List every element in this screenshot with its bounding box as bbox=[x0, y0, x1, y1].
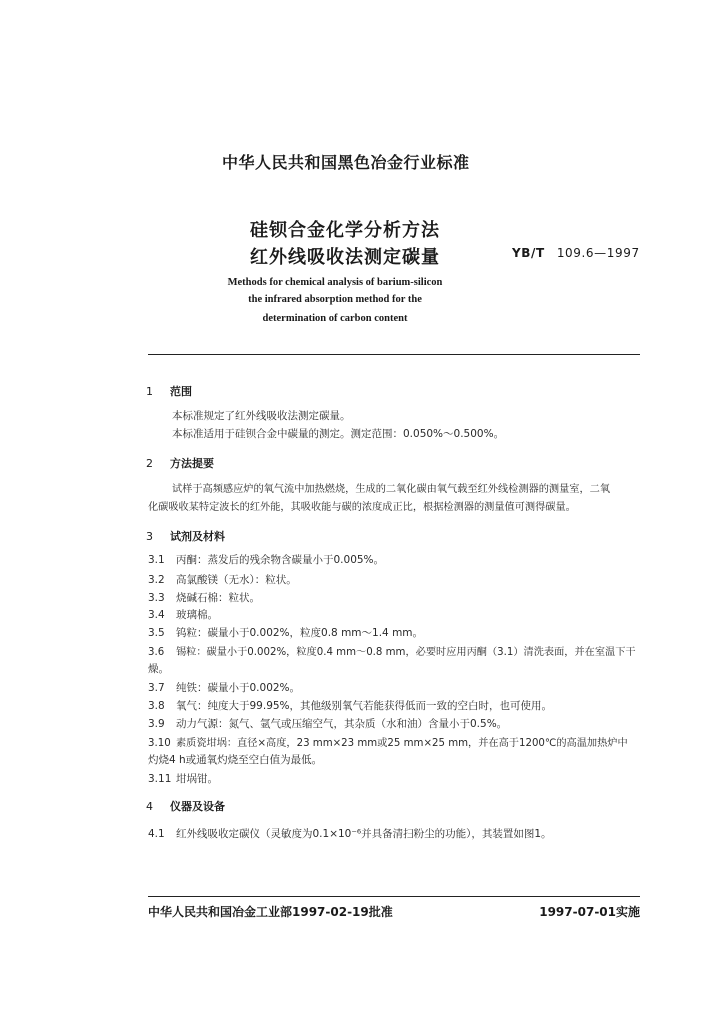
section-1-heading bbox=[146, 383, 192, 399]
list-item-continuation: 灼烧4 h或通氧灼烧至空白值为最低。 bbox=[148, 754, 323, 766]
item-text: 丙酮：蒸发后的残余物含碳量小于0.005%。 bbox=[176, 554, 385, 566]
list-item bbox=[148, 698, 552, 713]
section-3-heading bbox=[146, 528, 225, 544]
standard-series-title: 中华人民共和国黑色冶金行业标准 bbox=[222, 153, 470, 172]
list-item bbox=[148, 734, 628, 749]
section-4-number: 4 bbox=[146, 800, 153, 813]
item-text: 红外线吸收定碳仪（灵敏度为0.1×10⁻⁶并具备清扫粉尘的功能），其装置如图1。 bbox=[176, 828, 552, 840]
item-number: 3.6 bbox=[148, 647, 165, 658]
section-4-title: 仪器及设备 bbox=[170, 800, 225, 813]
item-text: 钨粒：碳量小于0.002%，粒度0.8 mm～1.4 mm。 bbox=[176, 627, 424, 639]
list-item bbox=[148, 590, 260, 605]
list-item bbox=[148, 643, 636, 658]
item-number: 3.1 bbox=[148, 554, 165, 566]
item-text: 锡粒：碳量小于0.002%，粒度0.4 mm～0.8 mm，必要时应用丙酮（3.1）清洗表面，并在室温下干 bbox=[176, 647, 636, 658]
item-text: 动力气源：氮气、氩气或压缩空气，其杂质（水和油）含量小于0.5%。 bbox=[176, 718, 508, 730]
item-number: 3.3 bbox=[148, 592, 165, 604]
item-number: 3.8 bbox=[148, 700, 165, 712]
section-2-heading bbox=[146, 455, 214, 471]
section-2-paragraph-line-1: 试样于高频感应炉的氧气流中加热燃烧，生成的二氧化碳由氧气载至红外线检测器的测量室，二氧 bbox=[172, 484, 611, 495]
section-2-number: 2 bbox=[146, 457, 153, 470]
item-number: 3.4 bbox=[148, 609, 165, 621]
item-text: 素质瓷坩埚：直径×高度，23 mm×23 mm或25 mm×25 mm，并在高于1200℃的高温加热炉中 bbox=[176, 738, 628, 749]
section-3-title: 试剂及材料 bbox=[170, 530, 225, 543]
section-1-paragraph-2: 本标准适用于硅钡合金中碳量的测定。测定范围：0.050%～0.500%。 bbox=[172, 428, 505, 440]
footer-divider bbox=[148, 896, 640, 897]
item-number: 3.7 bbox=[148, 682, 165, 694]
item-number: 3.2 bbox=[148, 574, 165, 586]
list-item bbox=[148, 572, 297, 587]
list-item bbox=[148, 607, 218, 622]
section-2-title: 方法提要 bbox=[170, 457, 214, 470]
list-item bbox=[148, 716, 507, 731]
section-1-title: 范围 bbox=[170, 385, 192, 398]
effective-date: 1997-07-01实施 bbox=[539, 905, 640, 919]
item-number: 3.9 bbox=[148, 718, 165, 730]
list-item bbox=[148, 552, 384, 567]
standard-code: 109.6—1997 bbox=[556, 246, 640, 260]
item-number: 4.1 bbox=[148, 828, 165, 840]
document-title-cn-line1: 硅钡合金化学分析方法 bbox=[250, 220, 440, 241]
item-text: 坩埚钳。 bbox=[176, 773, 218, 785]
item-text: 玻璃棉。 bbox=[176, 609, 218, 621]
standard-number bbox=[512, 246, 640, 260]
document-title-cn-line2: 红外线吸收法测定碳量 bbox=[250, 247, 440, 268]
section-1-paragraph-1: 本标准规定了红外线吸收法测定碳量。 bbox=[172, 410, 351, 422]
item-number: 3.11 bbox=[148, 773, 172, 785]
header-divider bbox=[148, 354, 640, 355]
list-item-continuation: 燥。 bbox=[148, 663, 169, 675]
list-item bbox=[148, 625, 423, 640]
item-text: 氧气：纯度大于99.95%，其他级别氧气若能获得低而一致的空白时，也可使用。 bbox=[176, 700, 553, 712]
section-1-number: 1 bbox=[146, 385, 153, 398]
list-item bbox=[148, 826, 552, 841]
document-title-en-line1: Methods for chemical analysis of barium-silicon bbox=[227, 277, 443, 288]
section-2-paragraph-line-2: 化碳吸收某特定波长的红外能，其吸收能与碳的浓度成正比，根据检测器的测量值可测得碳量。 bbox=[148, 502, 576, 513]
section-3-number: 3 bbox=[146, 530, 153, 543]
approval-statement: 中华人民共和国冶金工业部1997-02-19批准 bbox=[148, 905, 393, 919]
list-item bbox=[148, 771, 218, 786]
item-number: 3.5 bbox=[148, 627, 165, 639]
item-number: 3.10 bbox=[148, 738, 171, 749]
section-4-heading bbox=[146, 798, 225, 814]
document-title-en-line2: the infrared absorption method for the bbox=[248, 294, 422, 305]
document-title-en-line3: determination of carbon content bbox=[262, 313, 408, 324]
list-item bbox=[148, 680, 300, 695]
item-text: 高氯酸镁（无水）：粒状。 bbox=[176, 574, 297, 586]
standard-prefix: YB/T bbox=[512, 246, 545, 260]
item-text: 纯铁：碳量小于0.002%。 bbox=[176, 682, 301, 694]
item-text: 烧碱石棉：粒状。 bbox=[176, 592, 260, 604]
